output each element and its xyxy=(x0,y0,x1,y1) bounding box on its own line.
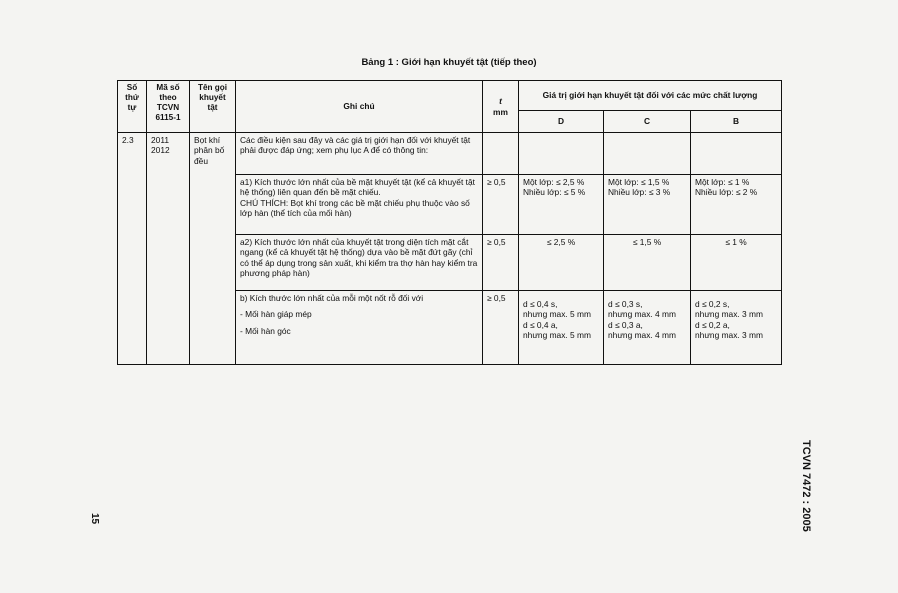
a1-c-cell xyxy=(604,175,691,235)
b-text-cell xyxy=(236,291,483,365)
a1-note: CHÚ THÍCH: Bọt khí trong các bề mặt chiếu phụ thuộc vào số lớp hàn (thể tích của mối hàn) xyxy=(240,197,470,218)
b-b-cell xyxy=(691,291,782,365)
row-ma-so: 2011 2012 xyxy=(147,133,190,365)
b-d2a: d ≤ 0,4 a, xyxy=(523,319,558,330)
header-stt: Số thứ tự xyxy=(118,81,147,133)
b-t: ≥ 0,5 xyxy=(483,291,519,365)
a2-c: ≤ 1,5 % xyxy=(604,235,691,291)
b-text: b) Kích thước lớn nhất của mỗi một nốt rỗ đối với xyxy=(240,293,424,303)
a2-d: ≤ 2,5 % xyxy=(519,235,604,291)
b-b1b: nhưng max. 3 mm xyxy=(695,309,763,320)
a1-d2: Nhiều lớp: ≤ 5 % xyxy=(523,187,586,198)
page-number: 15 xyxy=(89,513,100,525)
row-intro-b xyxy=(691,133,782,175)
defect-limits-table xyxy=(117,80,782,365)
b-d1b: nhưng max. 5 mm xyxy=(523,309,591,320)
header-ma-so: Mã số theo TCVN 6115-1 xyxy=(147,81,190,133)
a1-b1: Một lớp: ≤ 1 % xyxy=(695,177,750,187)
b-c2b: nhưng max. 4 mm xyxy=(608,329,676,340)
b-c-cell xyxy=(604,291,691,365)
row-ten-goi: Bọt khí phân bố đều xyxy=(190,133,236,365)
header-t-unit: mm xyxy=(493,106,508,117)
a1-text-cell xyxy=(236,175,483,235)
header-ten-goi: Tên gọi khuyết tật xyxy=(190,81,236,133)
b-b1a: d ≤ 0,2 s, xyxy=(695,299,730,309)
a1-c1: Một lớp: ≤ 1,5 % xyxy=(608,177,670,187)
header-t-symbol: t xyxy=(499,96,502,107)
b-c2a: d ≤ 0,3 a, xyxy=(608,319,643,330)
b-d1a: d ≤ 0,4 s, xyxy=(523,299,558,309)
a1-text: a1) Kích thước lớn nhất của bề mặt khuyết tật (kể cả khuyết tật hệ thống) liên quan đến bề mặt chiếu. xyxy=(240,177,475,198)
row-intro-c xyxy=(604,133,691,175)
b-item-butt: - Mối hàn giáp mép xyxy=(240,309,312,320)
a2-text: a2) Kích thước lớn nhất của khuyết tật trong diện tích mặt cắt ngang (kể cả khuyết tật hệ thống) dựa vào bề mặt đứt gãy (chỉ có thể áp dụng trong sản xuất, khi kiểm tra thợ hàn hay kiểm tra phương pháp hàn) xyxy=(236,235,483,291)
a2-t: ≥ 0,5 xyxy=(483,235,519,291)
b-c1b: nhưng max. 4 mm xyxy=(608,309,676,320)
a1-t: ≥ 0,5 xyxy=(483,175,519,235)
a2-b: ≤ 1 % xyxy=(691,235,782,291)
header-ghi-chu: Ghi chú xyxy=(236,81,483,133)
a1-d-cell xyxy=(519,175,604,235)
header-level-b: B xyxy=(691,111,782,133)
a1-b-cell xyxy=(691,175,782,235)
table-title: Bảng 1 : Giới hạn khuyết tật (tiếp theo) xyxy=(361,57,537,68)
b-b2b: nhưng max. 3 mm xyxy=(695,329,763,340)
b-item-fillet: - Mối hàn góc xyxy=(240,325,291,336)
standard-code-label: TCVN 7472 : 2005 xyxy=(800,440,812,532)
a1-d1: Một lớp: ≤ 2,5 % xyxy=(523,177,585,187)
row-stt: 2.3 xyxy=(118,133,147,365)
a1-c2: Nhiều lớp: ≤ 3 % xyxy=(608,187,671,198)
a1-b2: Nhiều lớp: ≤ 2 % xyxy=(695,187,758,198)
header-level-c: C xyxy=(604,111,691,133)
header-t xyxy=(483,81,519,133)
row-intro-t xyxy=(483,133,519,175)
b-c1a: d ≤ 0,3 s, xyxy=(608,299,643,309)
b-d2b: nhưng max. 5 mm xyxy=(523,329,591,340)
header-gia-tri: Giá trị giới hạn khuyết tật đối với các mức chất lượng xyxy=(519,81,782,111)
b-d-cell xyxy=(519,291,604,365)
row-intro: Các điều kiện sau đây và các giá trị giới hạn đối với khuyết tật phải được đáp ứng; xem phụ lục A để có thông tin: xyxy=(236,133,483,175)
b-b2a: d ≤ 0,2 a, xyxy=(695,319,730,330)
header-level-d: D xyxy=(519,111,604,133)
row-intro-d xyxy=(519,133,604,175)
